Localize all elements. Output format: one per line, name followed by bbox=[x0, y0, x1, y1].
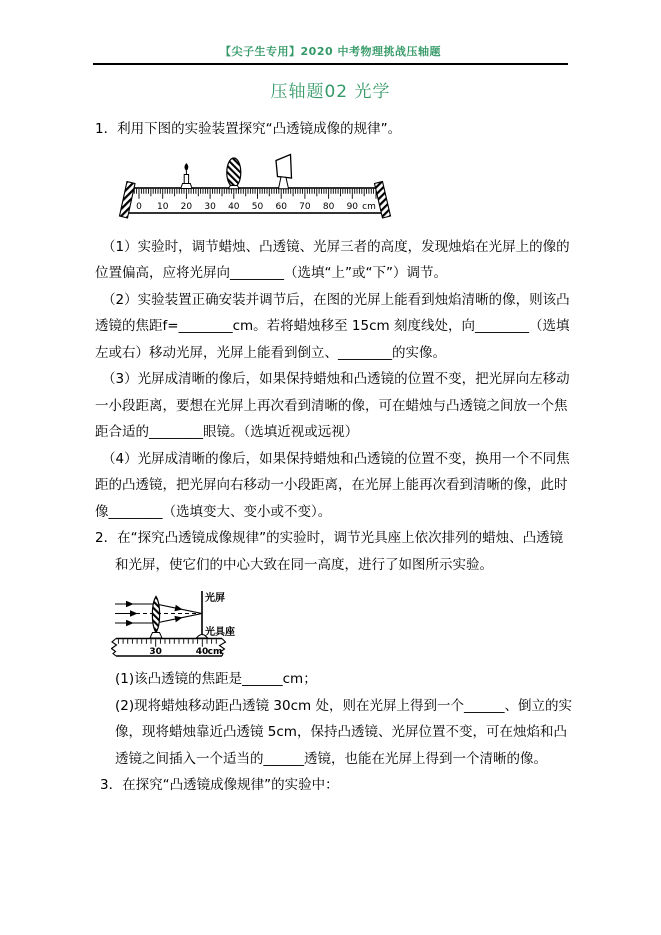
lens-icon bbox=[150, 597, 162, 639]
question-1-part-3: （3）光屏成清晰的像后，如果保持蜡烛和凸透镜的位置不变，把光屏向左移动一小段距离，要想在光屏上再次看到清晰的像，可在蜡烛与凸透镜之间放一个焦距合适的________眼镜。（选填近视或远视） bbox=[95, 371, 570, 440]
rail-number: 30 bbox=[149, 647, 162, 657]
question-1-part-2: （2）实验装置正确安装并调节后，在图的光屏上能看到烛焰清晰的像，则该凸透镜的焦距f=________cm。若将蜡烛移至 15cm 刻度线处，向________（选填左或右）移动光屏，光屏上能看到倒立、________的实像。 bbox=[95, 291, 570, 361]
page-title: 压轴题02 光学 bbox=[270, 82, 391, 102]
ruler-number: 0 bbox=[136, 201, 142, 212]
ruler-number: 80 bbox=[322, 201, 335, 212]
question-2-intro: 2．在“探究凸透镜成像规律”的实验时，调节光具座上依次排列的蜡烛、凸透镜和光屏，使它们的中心大致在同一高度，进行了如图所示实验。 bbox=[95, 530, 564, 573]
ruler-number: 50 bbox=[251, 201, 264, 212]
question-3-intro: 3．在探究“凸透镜成像规律”的实验中： bbox=[100, 777, 339, 793]
ruler-number: 70 bbox=[299, 201, 311, 212]
rail-unit-label: cm bbox=[207, 647, 223, 657]
optical-bench-diagram-1 bbox=[117, 148, 402, 230]
ruler-number: 30 bbox=[204, 201, 216, 212]
question-2-part-1: (1)该凸透镜的焦距是______cm； bbox=[115, 671, 317, 687]
candle-icon bbox=[181, 163, 192, 189]
question-2-part-2: (2)现将蜡烛移动距凸透镜 30cm 处，则在光屏上得到一个______、倒立的实像，现将蜡烛靠近凸透镜 5cm，保持凸透镜、光屏位置不变，可在烛焰和凸透镜之间插入一个适当的______透镜，也能在光屏上得到一个清晰的像。 bbox=[115, 697, 572, 767]
question-1-part-1: （1）实验时，调节蜡烛、凸透镜、光屏三者的高度，发现烛焰在光屏上的像的位置偏高，应将光屏向________（选填“上”或“下”）调节。 bbox=[95, 238, 570, 281]
rail-tick-marks bbox=[118, 639, 216, 647]
doc-header-text: 【尖子生专用】2020 中考物理挑战压轴题 bbox=[220, 45, 441, 58]
ruler-number: 90 bbox=[346, 201, 359, 212]
lens-icon bbox=[227, 158, 241, 189]
bench-label: 光具座 bbox=[205, 627, 235, 638]
worksheet-body bbox=[95, 116, 573, 799]
ruler-number: 40 bbox=[228, 201, 240, 212]
ruler-number: 60 bbox=[275, 201, 287, 212]
ruler-unit-label: cm bbox=[362, 201, 376, 212]
bench-rail bbox=[112, 639, 226, 658]
question-1-intro: 1．利用下图的实验装置探究“凸透镜成像的规律”。 bbox=[95, 121, 402, 137]
screen-label: 光屏 bbox=[205, 593, 225, 604]
header-divider bbox=[93, 63, 568, 65]
bench-ruler bbox=[127, 188, 382, 213]
ruler-number: 10 bbox=[156, 201, 169, 212]
question-1-part-4: （4）光屏成清晰的像后，如果保持蜡烛和凸透镜的位置不变，换用一个不同焦距的凸透镜，把光屏向右移动一小段距离，在光屏上能再次看到清晰的像，此时像________（选填变大、变小或不变）。 bbox=[95, 450, 570, 520]
ruler-number: 20 bbox=[180, 201, 193, 212]
flame-icon bbox=[184, 163, 188, 171]
rail-number: 40 bbox=[195, 647, 209, 657]
optical-bench-diagram-2 bbox=[111, 580, 271, 662]
screen-icon bbox=[276, 154, 292, 188]
